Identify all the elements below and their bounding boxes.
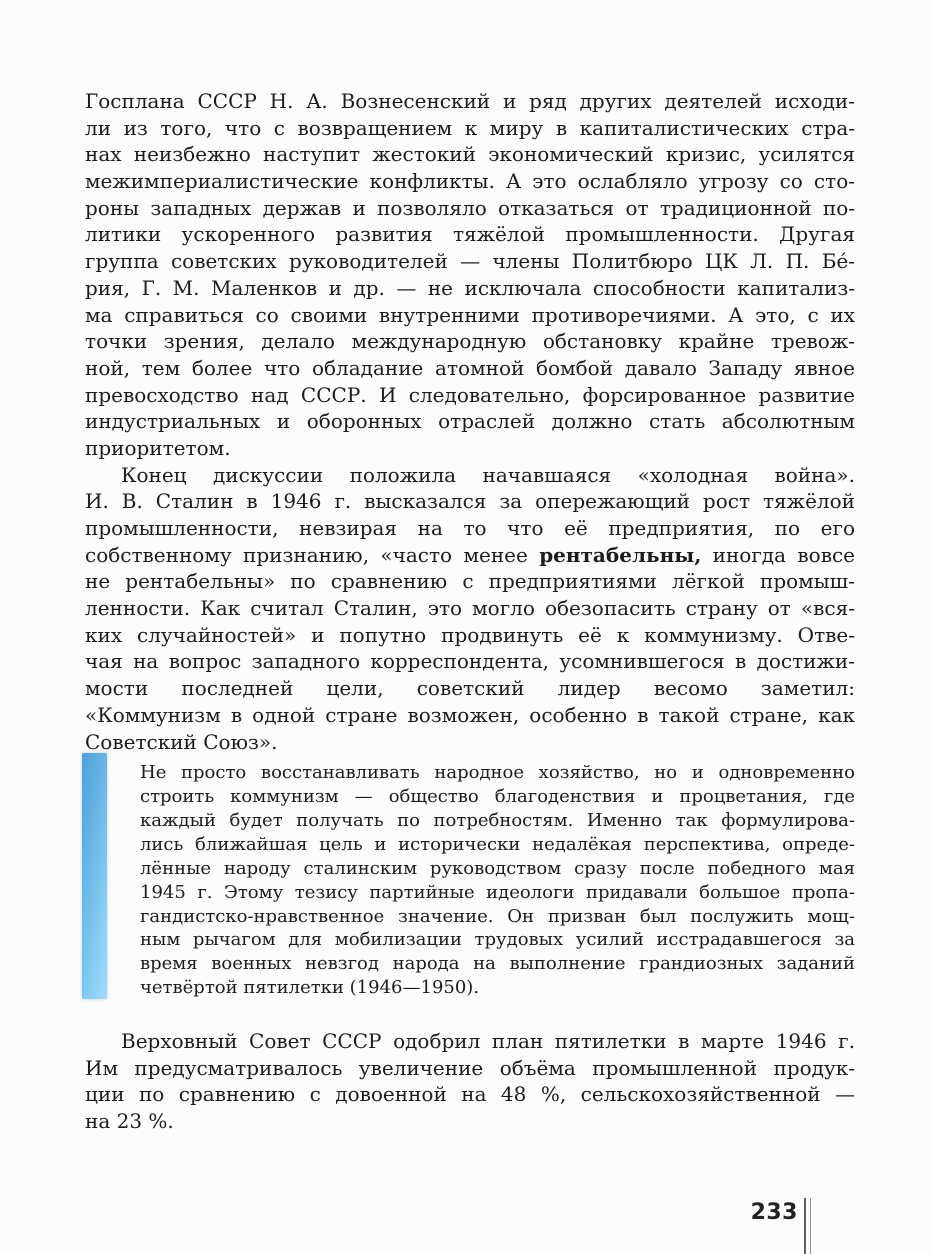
paragraph: [85, 88, 855, 462]
text-line: ции по сравнению с довоенной на 48 %, сельскохозяйственной —: [85, 1082, 855, 1107]
text-line: точки зрения, делало международную обстановку крайне тревож-: [85, 329, 855, 354]
text-line: мости последней цели, советский лидер весомо заметил:: [85, 676, 855, 701]
text-line: индустриальных и оборонных отраслей должно стать абсолютным: [85, 409, 855, 434]
text-line: каждый будет получать по потребностям. Именно так формулирова-: [140, 809, 855, 831]
text-line: рия, Г. М. Маленков и др. — не исключала способности капитализ-: [85, 275, 855, 300]
quote-accent-bar: [82, 753, 107, 999]
text-line: строить коммунизм — общество благоденствия и процветания, где: [140, 786, 855, 808]
text-line: Конец дискуссии положила начавшаяся «холодная война».: [121, 462, 855, 487]
text-line: не рентабельны» по сравнению с предприятиями лёгкой промыш-: [85, 569, 855, 594]
text-line: Верховный Совет СССР одобрил план пятилетки в марте 1946 г.: [121, 1029, 855, 1054]
text-line: ной, тем более что обладание атомной бомбой давало Западу явное: [85, 355, 855, 380]
text-line: роны западных держав и позволяло отказаться от традиционной по-: [85, 195, 855, 220]
text-line: лённые народу сталинским руководством сразу после победного мая: [140, 857, 855, 879]
text-line: лись ближайшая цель и исторически недалёкая перспектива, опреде-: [140, 833, 855, 855]
text-line: группа советских руководителей — члены Политбюро ЦК Л. П. Бе́-: [85, 249, 855, 274]
text-line: Госплана СССР Н. А. Вознесенский и ряд других деятелей исходи-: [85, 89, 855, 113]
text-line: И. В. Сталин в 1946 г. высказался за опережающий рост тяжёлой: [85, 489, 855, 514]
text-line: ма справиться со своими внутренними противоречиями. А это, с их: [85, 302, 855, 327]
text-line: «Коммунизм в одной стране возможен, особенно в такой стране, как: [85, 702, 855, 727]
text-line: Советский Союз».: [85, 729, 278, 754]
text-line: нах неизбежно наступит жестокий экономический кризис, усилятся: [85, 142, 855, 167]
text-line: собственному признанию, «часто менее рентабельны, иногда вовсе: [85, 542, 855, 567]
text-line: Не просто восстанавливать народное хозяйство, но и одновременно: [140, 762, 855, 784]
page-number: 233: [750, 1200, 798, 1225]
paragraph: [85, 462, 855, 756]
text-line: гандистско-нравственное значение. Он призван был послужить мощ-: [140, 905, 855, 927]
text-line: межимпериалистические конфликты. А это ослабляло угрозу со сто-: [85, 169, 855, 194]
text-line: литики ускоренного развития тяжёлой промышленности. Другая: [85, 222, 855, 247]
text-line: Им предусматривалось увеличение объёма промышленной продук-: [85, 1055, 855, 1080]
text-line: ких случайностей» и попутно продвинуть её к коммунизму. Отве-: [85, 622, 855, 647]
text-line: четвёртой пятилетки (1946—1950).: [140, 977, 480, 999]
quote-block: [140, 761, 855, 1000]
text-line: чая на вопрос западного корреспондента, усомнившегося в достижи-: [85, 649, 855, 674]
text-content: [85, 88, 855, 1135]
text-line: 1945 г. Этому тезису партийные идеологи придавали большое пропа-: [140, 881, 855, 903]
text-line: ли из того, что с возвращением к миру в капиталистических стра-: [85, 115, 855, 140]
text-line: промышленности, невзирая на то что её предприятия, по его: [85, 516, 855, 540]
text-line: ленности. Как считал Сталин, это могло обезопасить страну от «вся-: [85, 596, 855, 621]
text-line: на 23 %.: [85, 1109, 174, 1134]
text-line: время военных невзгод народа на выполнение грандиозных заданий: [140, 953, 855, 975]
text-line: ным рычагом для мобилизации трудовых усилий исстрадавшегося за: [140, 929, 855, 951]
text-line: приоритетом.: [85, 435, 231, 460]
paragraph: [85, 1028, 855, 1135]
text-line: превосходство над СССР. И следовательно, форсированное развитие: [85, 382, 855, 407]
page-edge-rule: [804, 1198, 811, 1254]
